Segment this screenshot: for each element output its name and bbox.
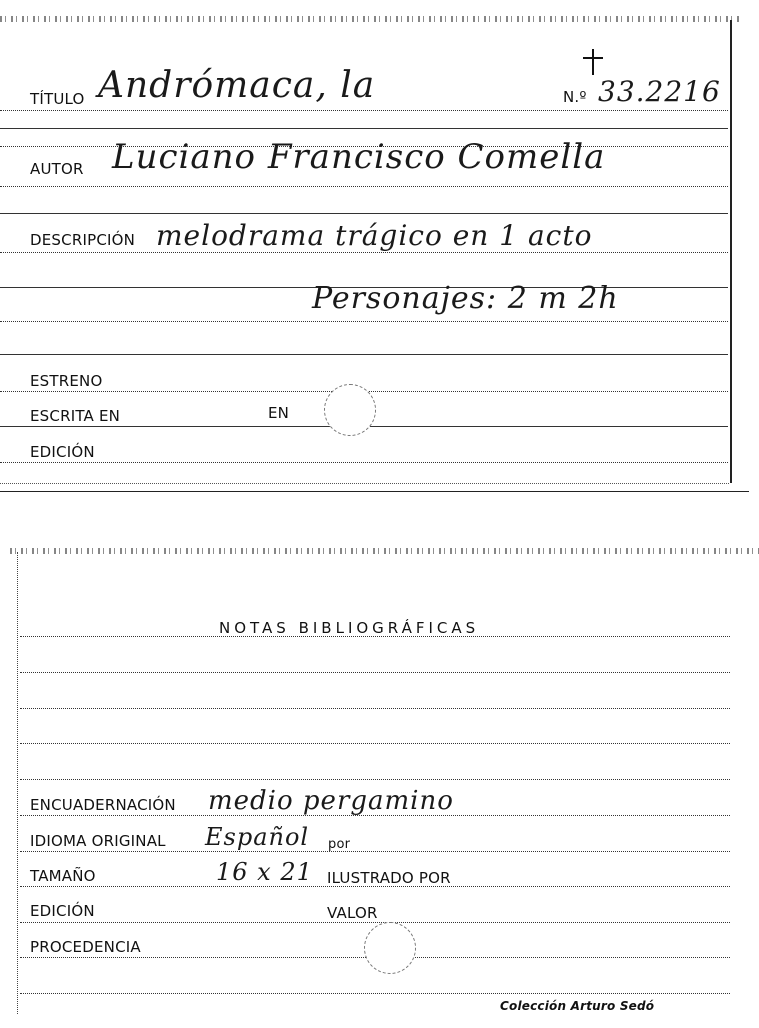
rule (0, 128, 728, 129)
collection-footer: Colección Arturo Sedó (500, 999, 655, 1013)
en-label: EN (268, 404, 290, 422)
estreno-label: ESTRENO (30, 372, 103, 390)
titulo-label: TÍTULO (30, 90, 85, 108)
numero-label: N.º (563, 88, 587, 106)
tamano-label: TAMAÑO (30, 867, 96, 885)
tamano-value: 16 x 21 (216, 858, 313, 886)
idioma-value: Español (205, 823, 310, 851)
cross-icon (582, 48, 604, 76)
card-separator (0, 491, 749, 492)
edicion-label: EDICIÓN (30, 443, 95, 461)
numero-value: 33.2216 (598, 75, 721, 108)
escrita-en-label: ESCRITA EN (30, 407, 121, 425)
rule (20, 708, 730, 709)
rule (0, 354, 728, 355)
descripcion-label: DESCRIPCIÓN (30, 231, 136, 249)
por-label: por (328, 837, 351, 852)
rule (20, 672, 730, 673)
notas-heading: NOTAS BIBLIOGRÁFICAS (219, 619, 480, 637)
rule (20, 779, 730, 780)
rule (0, 321, 728, 322)
rule (0, 252, 728, 253)
personajes-value: Personajes: 2 m 2h (312, 281, 619, 316)
rule (20, 851, 730, 852)
punch-hole (324, 384, 376, 436)
rule (20, 993, 730, 994)
rule (20, 636, 730, 637)
rule (0, 110, 728, 111)
ilustrado-label: ILUSTRADO POR (327, 869, 451, 887)
rule (0, 462, 728, 463)
rule (0, 186, 728, 187)
titulo-value: Andrómaca, la (98, 65, 376, 106)
encuadernacion-label: ENCUADERNACIÓN (30, 796, 176, 814)
encuadernacion-value: medio pergamino (208, 786, 454, 816)
rule (0, 213, 728, 214)
edicion-label-bottom: EDICIÓN (30, 902, 95, 920)
valor-label: VALOR (327, 904, 378, 922)
punch-hole (364, 922, 416, 974)
autor-value: Luciano Francisco Comella (112, 137, 606, 177)
idioma-label: IDIOMA ORIGINAL (30, 832, 166, 850)
descripcion-value: melodrama trágico en 1 acto (156, 219, 593, 252)
autor-label: AUTOR (30, 160, 84, 178)
rule (20, 743, 730, 744)
rule (20, 922, 730, 923)
procedencia-label: PROCEDENCIA (30, 938, 141, 956)
card-top-bottom-edge (0, 483, 729, 484)
